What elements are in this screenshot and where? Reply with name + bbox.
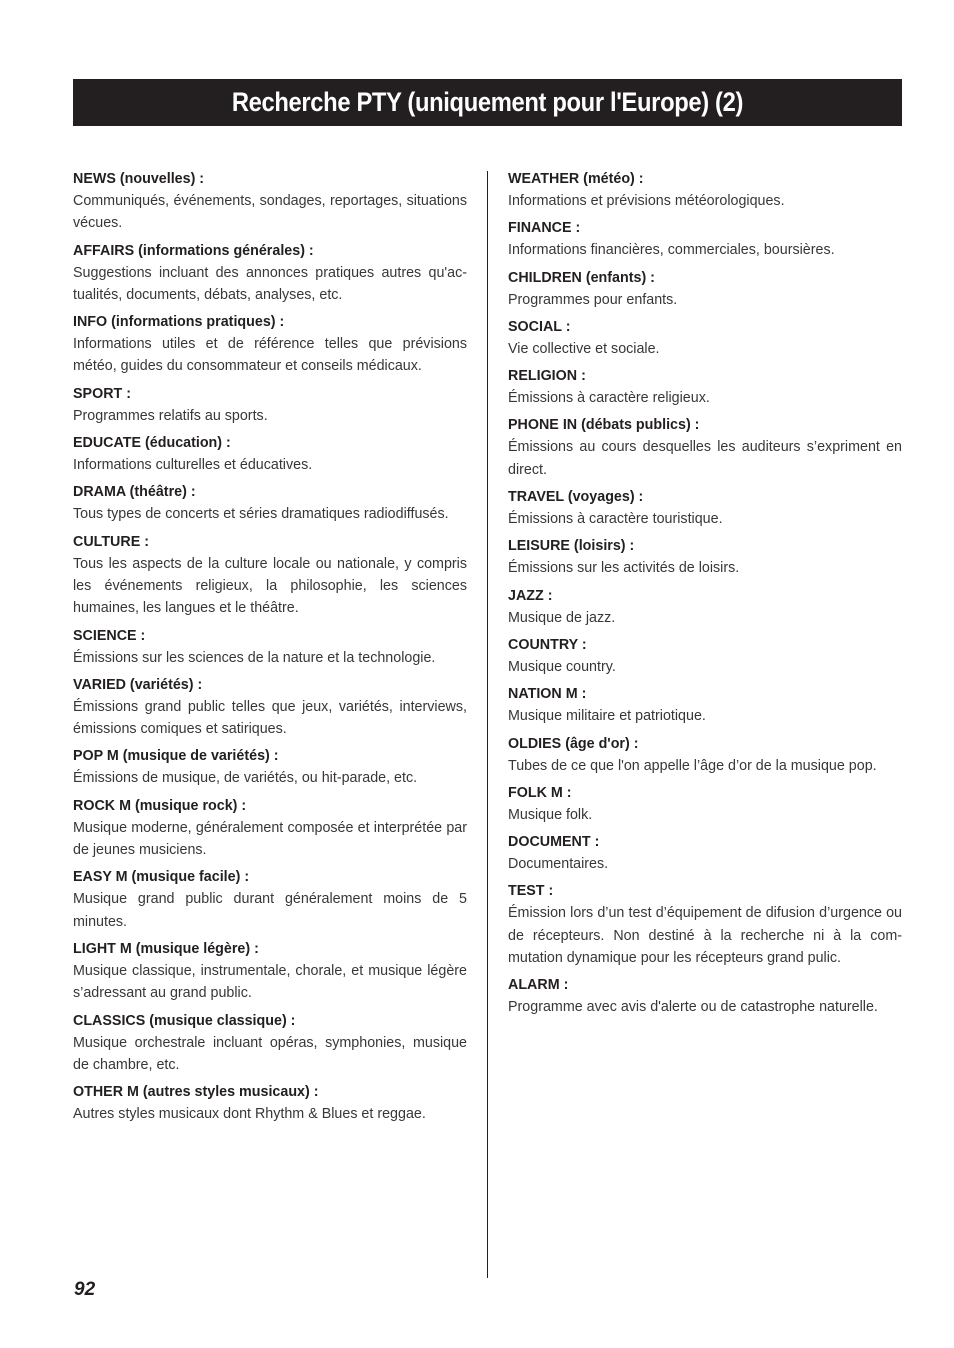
pty-entry bbox=[73, 1081, 467, 1125]
pty-term: CLASSICS (musique classique) : bbox=[73, 1012, 296, 1029]
pty-entry bbox=[73, 795, 467, 862]
pty-description: Informations utiles et de référence telles que prévisions météo, guides du consommateur et conseils médicaux. bbox=[73, 336, 467, 375]
pty-description: Suggestions incluant des annonces pratiques autres qu'actualités, documents, débats, analyses, etc. bbox=[73, 264, 467, 303]
pty-entry bbox=[508, 316, 902, 360]
pty-description: Musique de jazz. bbox=[508, 609, 616, 626]
pty-term: LEISURE (loisirs) : bbox=[508, 538, 635, 555]
pty-term: FOLK M : bbox=[508, 784, 572, 801]
pty-entry bbox=[508, 168, 902, 212]
pty-entry bbox=[73, 625, 467, 669]
pty-description: Émission lors d’un test d’équipement de difusion d’urgence ou de récepteurs. Non destiné à la recherche ni à la commutation dynamique pour les récepteurs grand pulic. bbox=[508, 905, 902, 967]
pty-term: DRAMA (théâtre) : bbox=[73, 484, 196, 501]
pty-term: AFFAIRS (informations générales) : bbox=[73, 242, 314, 259]
pty-term: NATION M : bbox=[508, 686, 587, 703]
pty-description: Émissions à caractère religieux. bbox=[508, 390, 710, 407]
pty-description: Autres styles musicaux dont Rhythm & Blues et reggae. bbox=[73, 1106, 426, 1123]
pty-term: SPORT : bbox=[73, 385, 131, 402]
pty-term: CHILDREN (enfants) : bbox=[508, 269, 655, 286]
pty-term: NEWS (nouvelles) : bbox=[73, 171, 205, 187]
pty-entry bbox=[73, 674, 467, 741]
column-divider bbox=[487, 171, 488, 1278]
pty-description: Communiqués, événements, sondages, reportages, situations vécues. bbox=[73, 193, 467, 232]
pty-description: Musique grand public durant généralement moins de 5 minutes. bbox=[73, 891, 467, 930]
page-title: Recherche PTY (uniquement pour l'Europe) (2) bbox=[231, 87, 744, 117]
pty-entry bbox=[73, 1010, 467, 1077]
pty-description: Musique moderne, généralement composée et interprétée par de jeunes musiciens. bbox=[73, 819, 467, 859]
pty-description: Tous types de concerts et séries dramatiques radiodiffusés. bbox=[73, 506, 449, 523]
pty-term: VARIED (variétés) : bbox=[73, 676, 203, 693]
pty-description: Informations financières, commerciales, boursières. bbox=[508, 242, 835, 259]
pty-description: Tubes de ce que l'on appelle l’âge d’or de la musique pop. bbox=[508, 757, 877, 774]
pty-entry bbox=[508, 267, 902, 311]
pty-term: COUNTRY : bbox=[508, 636, 587, 653]
pty-description: Musique orchestrale incluant opéras, symphonies, musique de chambre, etc. bbox=[73, 1034, 467, 1073]
pty-description: Tous les aspects de la culture locale ou nationale, y compris les événements religieux, la philosophie, les sciences humaines, les langues et le théâtre. bbox=[73, 555, 467, 617]
pty-description: Vie collective et sociale. bbox=[508, 340, 660, 357]
pty-term: SOCIAL : bbox=[508, 318, 571, 335]
pty-description: Musique country. bbox=[508, 658, 616, 675]
pty-description: Musique militaire et patriotique. bbox=[508, 708, 706, 725]
pty-entry bbox=[508, 585, 902, 629]
pty-term: WEATHER (météo) : bbox=[508, 171, 644, 187]
pty-term: ALARM : bbox=[508, 977, 569, 994]
pty-description: Programmes relatifs au sports. bbox=[73, 407, 268, 424]
pty-term: CULTURE : bbox=[73, 533, 149, 550]
right-column bbox=[508, 168, 902, 1024]
pty-entry bbox=[508, 974, 902, 1018]
pty-term: INFO (informations pratiques) : bbox=[73, 314, 285, 331]
pty-entry bbox=[73, 240, 467, 307]
pty-term: ROCK M (musique rock) : bbox=[73, 797, 247, 814]
pty-description: Émissions à caractère touristique. bbox=[508, 511, 723, 528]
pty-entry bbox=[508, 414, 902, 481]
pty-entry bbox=[508, 880, 902, 969]
pty-entry bbox=[73, 168, 467, 235]
pty-description: Émissions au cours desquelles les auditeurs s’expriment en direct. bbox=[508, 439, 902, 478]
pty-term: LIGHT M (musique légère) : bbox=[73, 940, 259, 957]
pty-term: RELIGION : bbox=[508, 368, 586, 385]
pty-entry bbox=[508, 365, 902, 409]
pty-term: TEST : bbox=[508, 883, 554, 900]
title-bar bbox=[73, 79, 902, 126]
pty-term: FINANCE : bbox=[508, 220, 581, 237]
pty-entry bbox=[508, 634, 902, 678]
left-column bbox=[73, 168, 467, 1130]
page-number: 92 bbox=[74, 1279, 96, 1300]
pty-term: POP M (musique de variétés) : bbox=[73, 748, 279, 765]
pty-entry bbox=[73, 383, 467, 427]
pty-description: Émissions sur les activités de loisirs. bbox=[508, 560, 740, 577]
pty-term: PHONE IN (débats publics) : bbox=[508, 417, 700, 434]
pty-entry bbox=[508, 782, 902, 826]
pty-description: Programme avec avis d'alerte ou de catastrophe naturelle. bbox=[508, 999, 878, 1016]
pty-description: Documentaires. bbox=[508, 856, 609, 873]
pty-term: TRAVEL (voyages) : bbox=[508, 489, 644, 506]
pty-term: OLDIES (âge d'or) : bbox=[508, 735, 639, 752]
pty-entry bbox=[508, 535, 902, 579]
pty-description: Informations culturelles et éducatives. bbox=[73, 457, 313, 474]
pty-entry bbox=[73, 866, 467, 933]
pty-term: DOCUMENT : bbox=[508, 834, 600, 851]
pty-term: EASY M (musique facile) : bbox=[73, 869, 250, 886]
pty-term: EDUCATE (éducation) : bbox=[73, 435, 231, 452]
pty-term: JAZZ : bbox=[508, 587, 553, 604]
pty-description: Informations et prévisions météorologiques. bbox=[508, 193, 785, 209]
pty-description: Musique folk. bbox=[508, 806, 593, 823]
pty-description: Émissions de musique, de variétés, ou hit-parade, etc. bbox=[73, 770, 418, 787]
pty-entry bbox=[73, 938, 467, 1005]
pty-entry bbox=[508, 831, 902, 875]
pty-entry bbox=[73, 481, 467, 525]
pty-entry bbox=[508, 683, 902, 727]
pty-entry bbox=[73, 745, 467, 789]
pty-entry bbox=[73, 432, 467, 476]
pty-entry bbox=[508, 217, 902, 261]
pty-entry bbox=[508, 486, 902, 530]
pty-entry bbox=[73, 311, 467, 378]
pty-term: SCIENCE : bbox=[73, 627, 146, 644]
pty-entry bbox=[73, 531, 467, 620]
pty-entry bbox=[508, 733, 902, 777]
pty-description: Musique classique, instrumentale, chorale, et musique légère s’adressant au grand public. bbox=[73, 962, 467, 1002]
pty-term: OTHER M (autres styles musicaux) : bbox=[73, 1084, 319, 1101]
pty-description: Émissions grand public telles que jeux, variétés, interviews, émissions comiques et satiriques. bbox=[73, 698, 467, 738]
pty-description: Émissions sur les sciences de la nature et la technologie. bbox=[73, 649, 436, 666]
pty-description: Programmes pour enfants. bbox=[508, 291, 678, 308]
